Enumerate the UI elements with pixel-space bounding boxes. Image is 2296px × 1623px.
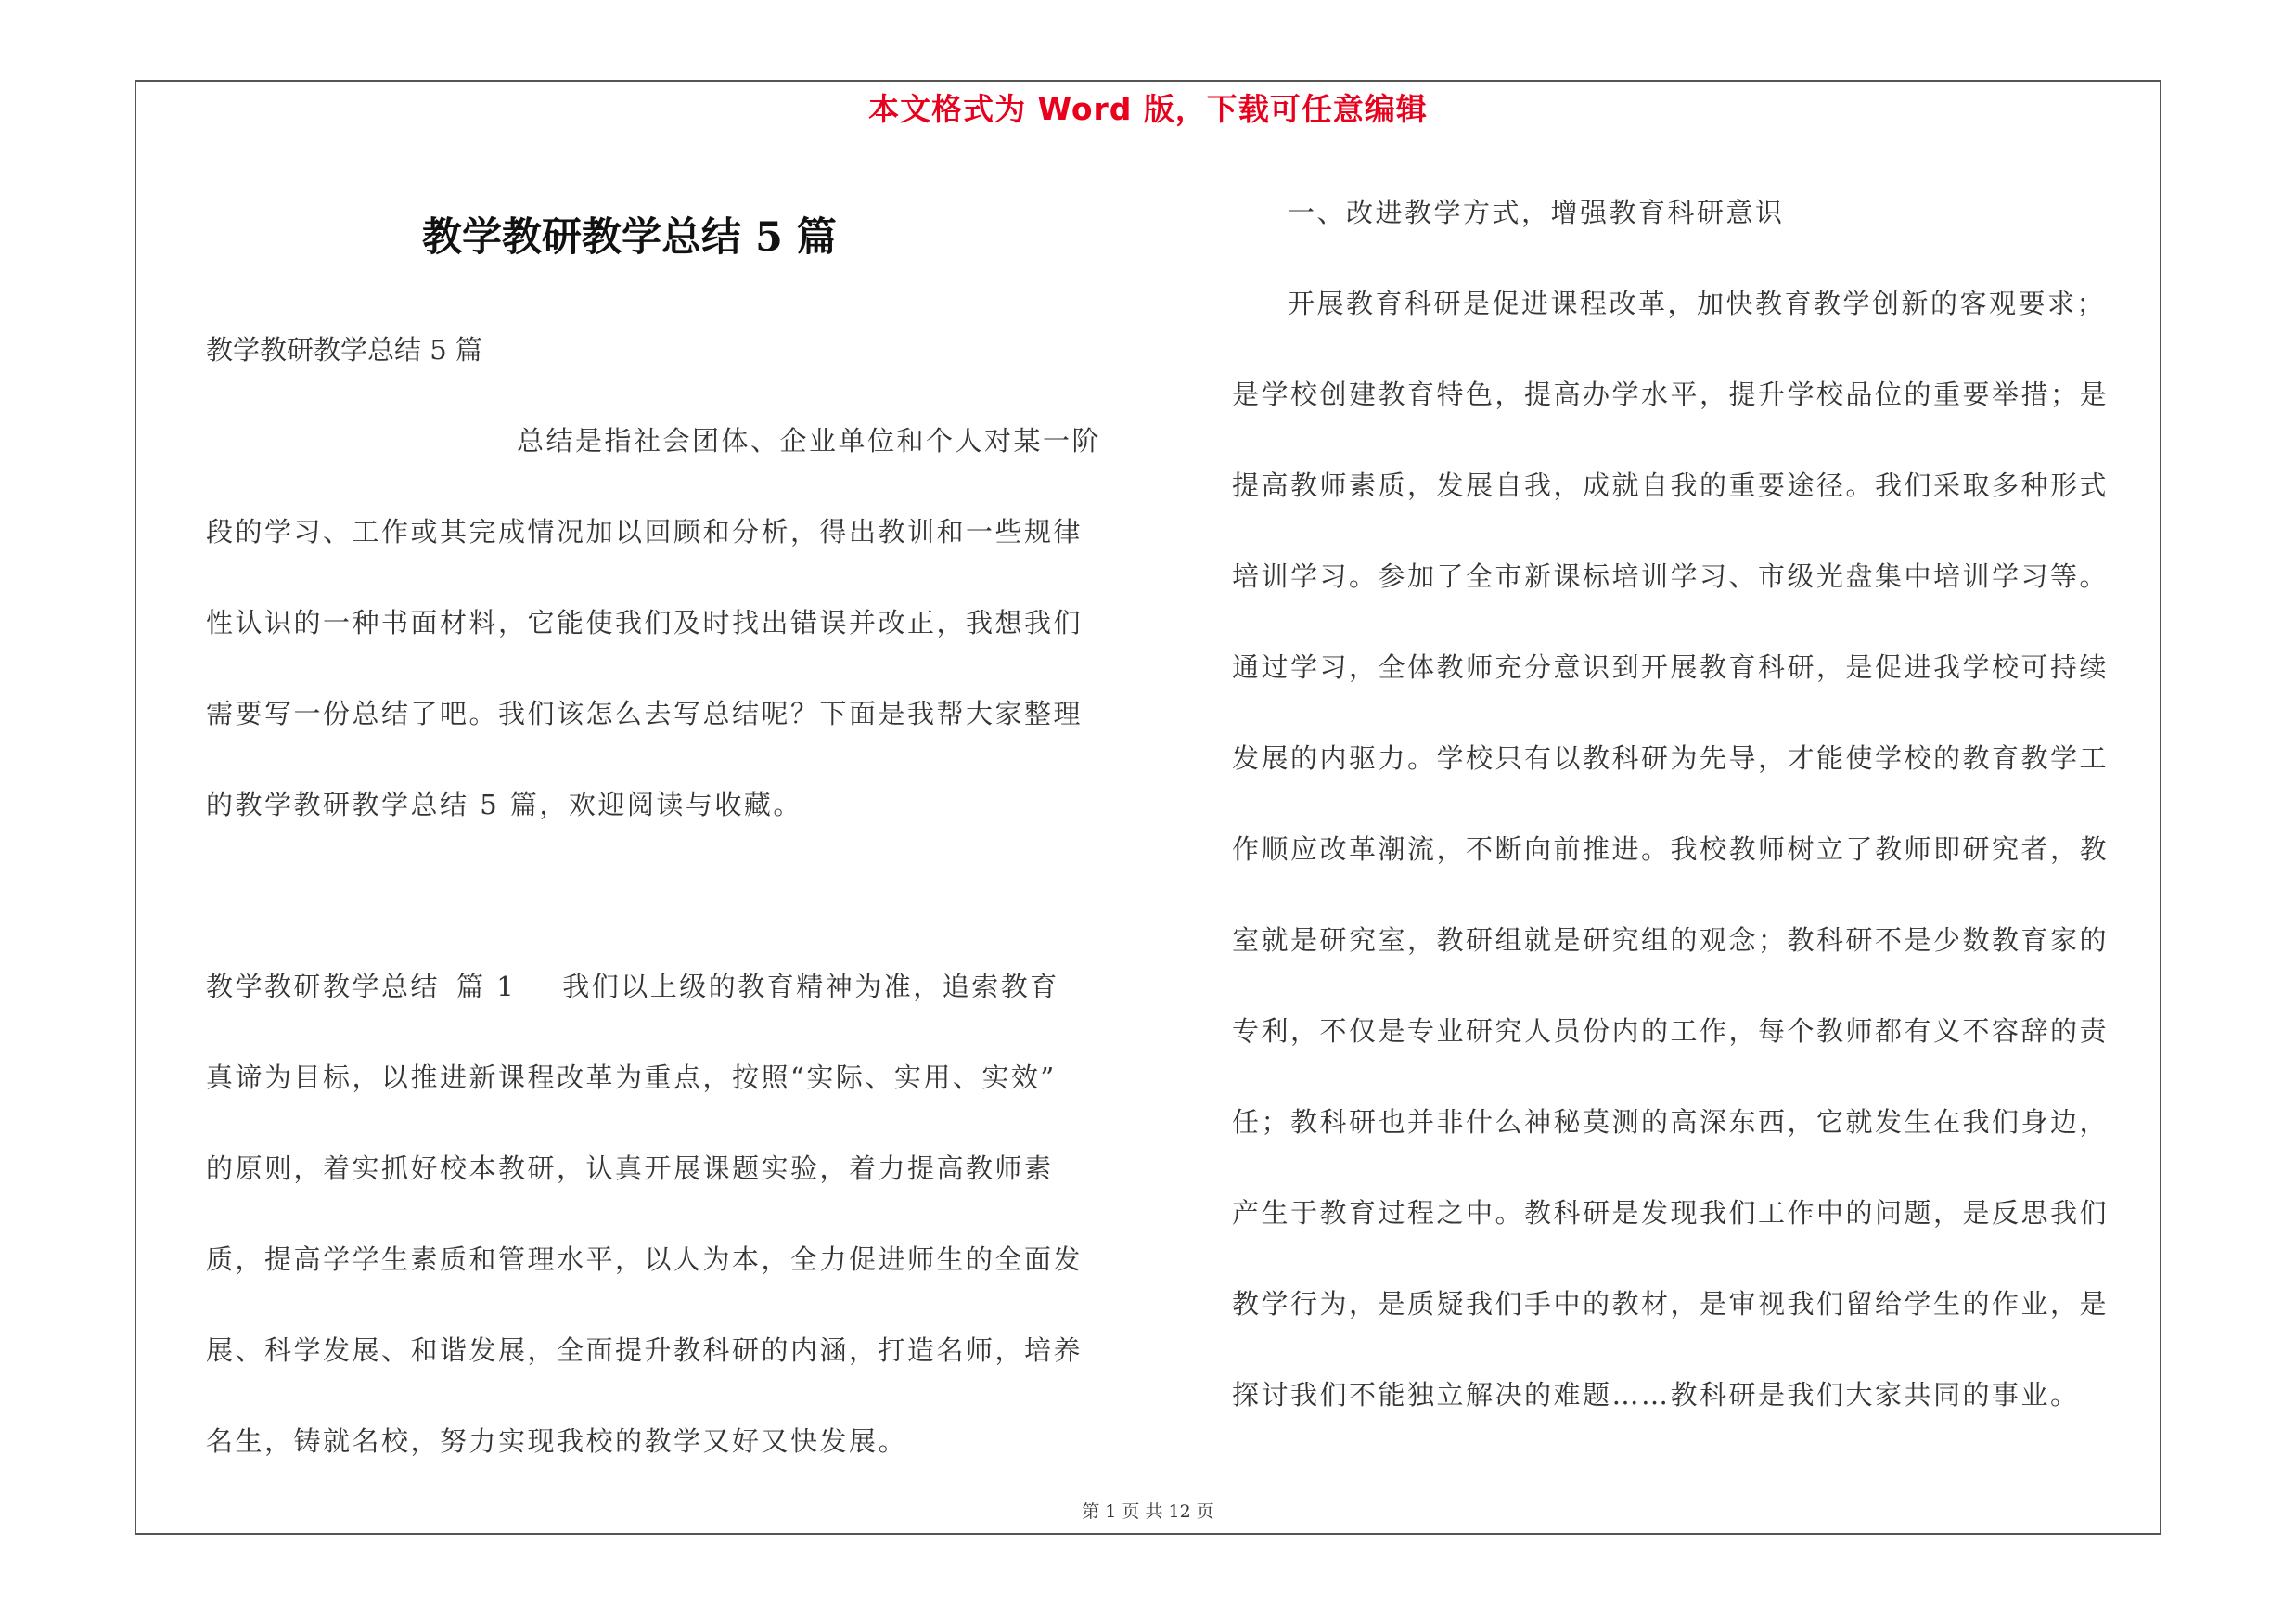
part1-heading: 教学教研教学总结 [206, 971, 441, 1002]
intro-line: 性认识的一种书面材料，它能使我们及时找出错误并改正，我想我们 [206, 607, 1084, 638]
intro-line: 的教学教研教学总结 5 篇，欢迎阅读与收藏。 [206, 789, 802, 820]
part1-number: 篇 1 [456, 971, 517, 1002]
body-line: 通过学习，全体教师充分意识到开展教育科研，是促进我学校可持续 [1232, 651, 2110, 683]
intro-line: 总结是指社会团体、企业单位和个人对某一阶 [517, 425, 1102, 457]
part1-paragraph [206, 941, 1083, 1487]
part1-line: 质，提高学学生素质和管理水平，以人为本，全力促进师生的全面发 [206, 1243, 1084, 1275]
page-footer: 第 1 页 共 12 页 [1082, 1501, 1214, 1522]
intro-paragraph [206, 395, 1101, 850]
body-line: 专利，不仅是专业研究人员份内的工作，每个教师都有义不容辞的责 [1232, 1015, 2110, 1047]
body-line: 室就是研究室，教研组就是研究组的观念；教科研不是少数教育家的 [1232, 924, 2110, 956]
body-line: 培训学习。参加了全市新课标培训学习、市级光盘集中培训学习等。 [1232, 560, 2110, 592]
body-line: 教学行为，是质疑我们手中的教材，是审视我们留给学生的作业，是 [1232, 1288, 2110, 1320]
part1-first-text: 我们以上级的教育精神为准，追索教育 [562, 971, 1059, 1002]
part1-line: 展、科学发展、和谐发展，全面提升教科研的内涵，打造名师，培养 [206, 1334, 1084, 1366]
body-line: 发展的内驱力。学校只有以教科研为先导，才能使学校的教育教学工 [1232, 742, 2110, 774]
document-subtitle: 教学教研教学总结 5 篇 [206, 334, 482, 366]
body-line: 任；教科研也并非什么神秘莫测的高深东西，它就发生在我们身边， [1232, 1106, 2110, 1138]
part1-line: 的原则，着实抓好校本教研，认真开展课题实验，着力提高教师素 [206, 1153, 1054, 1184]
part1-line: 名生，铸就名校，努力实现我校的教学又好又快发展。 [206, 1425, 908, 1457]
document-title: 教学教研教学总结 5 篇 [422, 214, 837, 261]
format-banner: 本文格式为 Word 版，下载可任意编辑 [868, 91, 1428, 127]
body-line: 探讨我们不能独立解决的难题……教科研是我们大家共同的事业。 [1232, 1379, 2080, 1410]
body-line: 产生于教育过程之中。教科研是发现我们工作中的问题，是反思我们 [1232, 1197, 2110, 1229]
part1-line: 真谛为目标，以推进新课程改革为重点，按照“实际、实用、实效” [206, 1062, 1057, 1093]
section-heading-block [1232, 167, 1785, 258]
section-body-paragraph [1232, 258, 2109, 1440]
body-line: 作顺应改革潮流，不断向前推进。我校教师树立了教师即研究者，教 [1232, 833, 2110, 865]
body-line: 提高教师素质，发展自我，成就自我的重要途径。我们采取多种形式 [1232, 470, 2110, 501]
part1-first-line [206, 941, 1083, 1032]
intro-line: 需要写一份总结了吧。我们该怎么去写总结呢？下面是我帮大家整理 [206, 698, 1084, 729]
body-line: 是学校创建教育特色，提高办学水平，提升学校品位的重要举措；是 [1232, 379, 2110, 410]
section-heading: 一、改进教学方式，增强教育科研意识 [1288, 197, 1785, 228]
body-first-line: 开展教育科研是促进课程改革，加快教育教学创新的客观要求； [1288, 288, 2107, 319]
intro-line: 段的学习、工作或其完成情况加以回顾和分析，得出教训和一些规律 [206, 516, 1084, 547]
